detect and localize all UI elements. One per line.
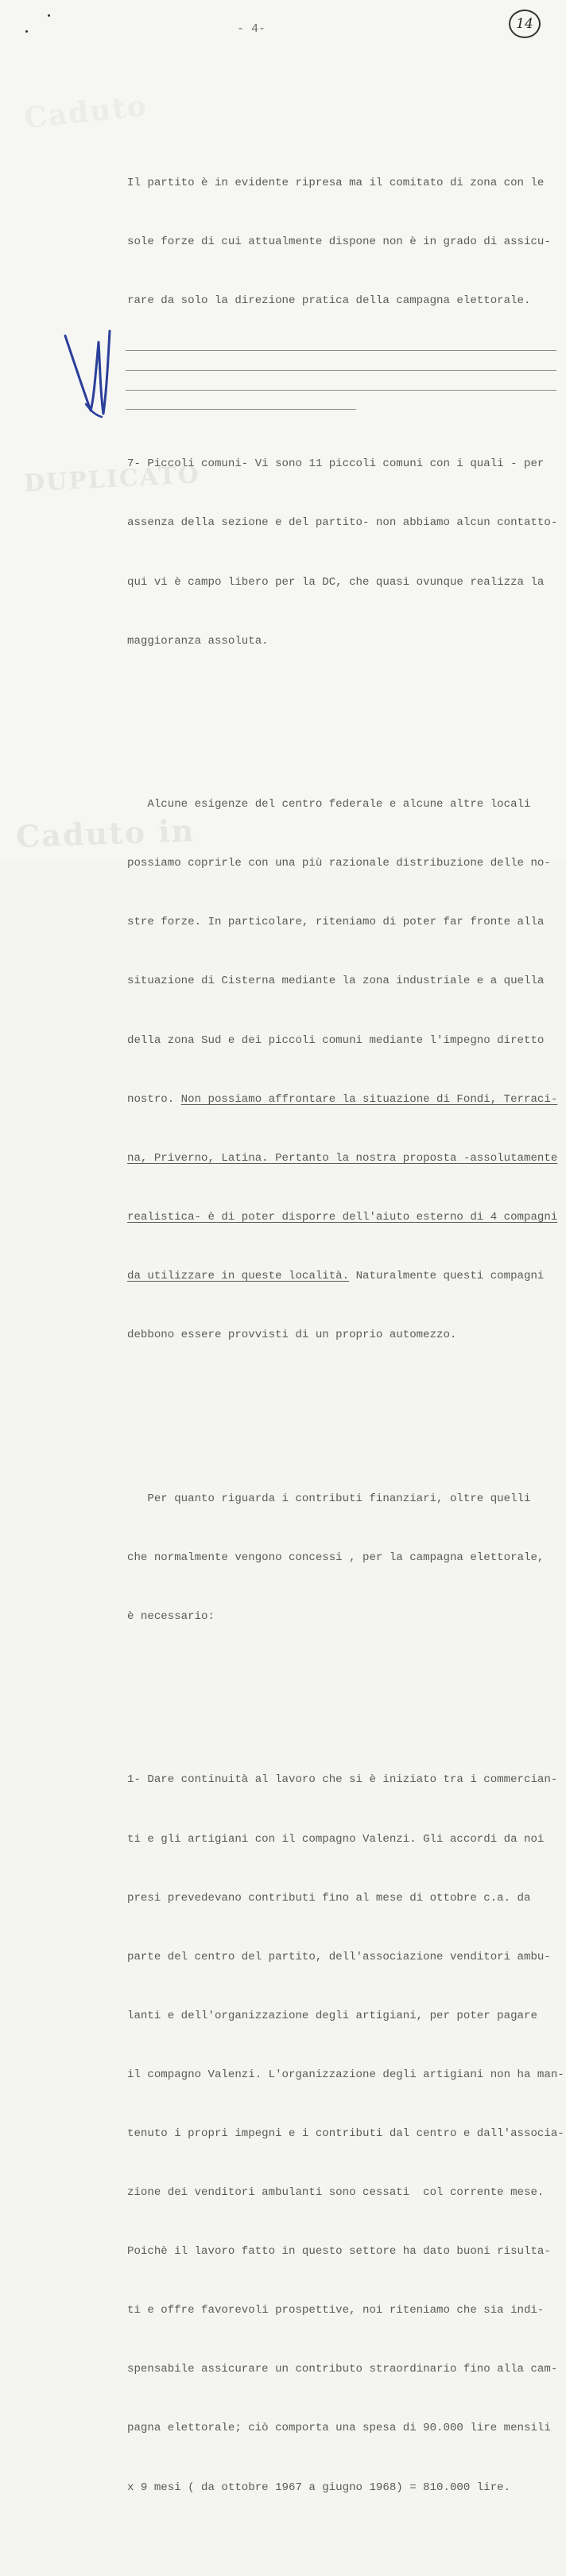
underline-rule [126, 350, 556, 351]
text-segment: Naturalmente questi compagni [349, 1269, 545, 1282]
text-line: parte del centro del partito, dell'associazione venditori ambu- [127, 1950, 551, 1963]
text-line: tenuto i propri impegni e i contributi dal centro e dall'associa- [127, 2127, 564, 2141]
underlined-text-line [127, 1149, 556, 1169]
text-line: che normalmente vengono concessi , per la campagna elettorale, [127, 1551, 545, 1564]
paragraph-financial-contributions [127, 1449, 556, 1666]
text-segment: nostro. [127, 1092, 181, 1106]
letter-body [127, 75, 564, 2576]
text-line: Alcune esigenze del centro federale e alcune altre locali [127, 798, 531, 811]
text-line: pagna elettorale; ciò comporta una spesa di 90.000 lire mensili [127, 2422, 551, 2435]
text-line: della zona Sud e dei piccoli comuni mediante l'impegno diretto [127, 1033, 545, 1047]
underline-rule [126, 409, 356, 410]
paragraph-small-towns [127, 415, 556, 691]
text-line: sole forze di cui attualmente dispone non è in grado di assicu- [127, 235, 551, 248]
text-line: maggioranza assoluta. [127, 634, 269, 648]
duplicate-watermark: DUPLICATO [23, 461, 201, 498]
underlined-text-line [127, 1090, 556, 1110]
underlined-segment: na, Priverno, Latina. Pertanto la nostra proposta -assolutamente [127, 1151, 558, 1165]
text-line: assenza della sezione e del partito- non abbiamo alcun contatto- [127, 516, 558, 530]
text-line: lanti e dell'organizzazione degli artigiani, per poter pagare [127, 2009, 537, 2022]
text-line: Il partito è in evidente ripresa ma il comitato di zona con le [127, 176, 545, 189]
text-line: possiamo coprirle con una più razionale distribuzione delle no- [127, 857, 551, 870]
text-line: spensabile assicurare un contributo straordinario fino alla cam- [127, 2363, 558, 2376]
text-line: ti e offre favorevoli prospettive, noi riteniamo che sia indi- [127, 2304, 545, 2317]
ghost-stamp-bottom: Caduto in [15, 812, 196, 854]
text-line: rare da solo la direzione pratica della campagna elettorale. [127, 294, 531, 307]
paragraph-item-1-valenzi [127, 1731, 564, 2537]
margin-signature-icon [62, 328, 118, 423]
underline-rule [126, 390, 556, 391]
page-number: - 4- [237, 22, 266, 36]
text-line: zione dei venditori ambulanti sono cessati col corrente mese. [127, 2186, 545, 2200]
underline-rule [126, 370, 556, 371]
speck-mark [25, 30, 28, 33]
folio-number-circled: 14 [509, 10, 541, 38]
text-line: presi prevedevano contributi fino al mese di ottobre c.a. da [127, 1891, 531, 1905]
text-line: è necessario: [127, 1609, 215, 1623]
text-line: 7- Piccoli comuni- Vi sono 11 piccoli comuni con i quali - per [127, 457, 545, 471]
paragraph-party-status [127, 134, 556, 350]
underlined-segment: Non possiamo affrontare la situazione di Fondi, Terraci- [180, 1092, 558, 1106]
underlined-text-line [127, 1267, 556, 1286]
text-line: 1- Dare continuità al lavoro che si è iniziato tra i commercian- [127, 1773, 558, 1787]
text-line: stre forze. In particolare, riteniamo di poter far fronte alla [127, 916, 545, 929]
underlined-segment: realistica- è di poter disporre dell'aiuto esterno di 4 compagni [127, 1210, 558, 1224]
speck-mark [48, 14, 50, 17]
ghost-stamp-top: Caduto [22, 88, 149, 136]
underlined-text-line [127, 1208, 556, 1228]
text-line: situazione di Cisterna mediante la zona industriale e a quella [127, 975, 545, 988]
text-line: Poichè il lavoro fatto in questo settore ha dato buoni risulta- [127, 2245, 551, 2259]
text-line: Per quanto riguarda i contributi finanziari, oltre quelli [127, 1492, 531, 1505]
paragraph-federal-needs [127, 756, 556, 1384]
text-line: il compagno Valenzi. L'organizzazione degli artigiani non ha man- [127, 2068, 564, 2081]
underlined-segment: da utilizzare in queste località. [127, 1269, 350, 1282]
text-line: x 9 mesi ( da ottobre 1967 a giugno 1968) = 810.000 lire. [127, 2481, 511, 2494]
text-line: debbono essere provvisti di un proprio automezzo. [127, 1329, 457, 1342]
text-line: qui vi è campo libero per la DC, che quasi ovunque realizza la [127, 575, 545, 589]
text-line: ti e gli artigiani con il compagno Valenzi. Gli accordi da noi [127, 1832, 545, 1846]
